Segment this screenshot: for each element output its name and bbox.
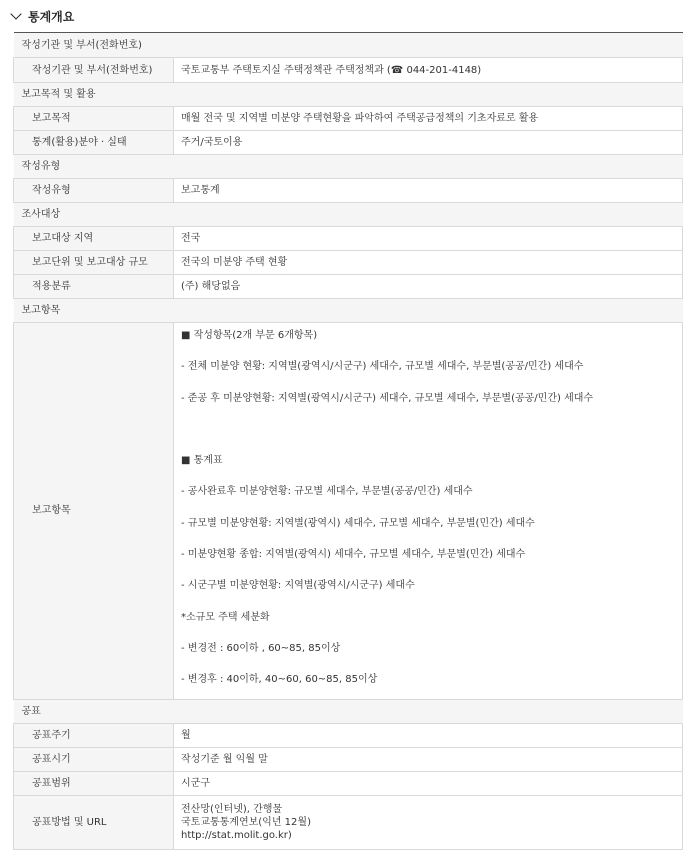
items-line: - 시군구별 미분양현황: 지역별(광역시/시군구) 세대수	[181, 580, 415, 592]
scope-value: 시군구	[174, 771, 683, 795]
method-line: http://stat.molit.go.kr)	[181, 829, 292, 841]
method-label: 공표방법 및 URL	[14, 795, 174, 849]
region-label: 보고대상 지역	[14, 227, 174, 251]
method-line: 전산망(인터넷), 간행물	[181, 803, 283, 815]
org-section: 작성기관 및 부서(전화번호)	[14, 33, 683, 58]
cycle-value: 월	[174, 723, 683, 747]
items-line: - 전체 미분양 현황: 지역별(광역시/시군구) 세대수, 규모별 세대수, 부문별(공공/민간) 세대수	[181, 361, 584, 373]
time-label: 공표시기	[14, 747, 174, 771]
method-line: 국토교통통계연보(익년 12월)	[181, 816, 311, 828]
items-section: 보고항목	[14, 299, 683, 323]
pub-section: 공표	[14, 699, 683, 723]
items-line: - 미분양현황 종합: 지역별(광역시) 세대수, 규모별 세대수, 부문별(민간) 세대수	[181, 549, 526, 561]
field-label: 통계(활용)분야 · 실태	[14, 131, 174, 155]
items-line: - 준공 후 미분양현황: 지역별(광역시/시군구) 세대수, 규모별 세대수, 부문별(공공/민간) 세대수	[181, 392, 594, 404]
items-line: ■ 작성항목(2개 부문 6개항목)	[181, 330, 318, 341]
target-section: 조사대상	[14, 203, 683, 227]
items-value	[174, 323, 683, 700]
field-value: 주거/국토이용	[174, 131, 683, 155]
items-line	[181, 417, 682, 448]
type-label: 작성유형	[14, 179, 174, 203]
unit-label: 보고단위 및 보고대상 규모	[14, 251, 174, 275]
items-label: 보고항목	[14, 323, 174, 700]
type-section: 작성유형	[14, 155, 683, 179]
unit-value: 전국의 미분양 주택 현황	[174, 251, 683, 275]
scope-label: 공표범위	[14, 771, 174, 795]
class-value: (주) 해당없음	[174, 275, 683, 299]
section-title: 통계개요	[28, 9, 75, 24]
org-value: 국토교통부 주택토지실 주택정책관 주택정책과 (☎ 044-201-4148)	[174, 58, 683, 83]
section-header[interactable]	[0, 0, 690, 32]
purpose-value: 매월 전국 및 지역별 미분양 주택현황을 파악하여 주택공급정책의 기초자료로 활용	[174, 107, 683, 131]
org-label: 작성기관 및 부서(전화번호)	[14, 58, 174, 83]
overview-table	[13, 32, 683, 850]
time-value: 작성기준 월 익월 말	[174, 747, 683, 771]
purpose-section: 보고목적 및 활용	[14, 83, 683, 107]
items-line: - 규모별 미분양현황: 지역별(광역시) 세대수, 규모별 세대수, 부문별(민간) 세대수	[181, 517, 535, 529]
items-line: ■ 통계표	[181, 455, 223, 467]
method-value	[174, 795, 683, 849]
class-label: 적용분류	[14, 275, 174, 299]
items-line: - 공사완료후 미분양현황: 규모별 세대수, 부문별(공공/민간) 세대수	[181, 486, 473, 498]
chevron-down-icon[interactable]	[10, 8, 21, 19]
items-line: - 변경전 : 60이하 , 60~85, 85이상	[181, 642, 341, 654]
type-value: 보고통계	[174, 179, 683, 203]
cycle-label: 공표주기	[14, 723, 174, 747]
items-line: - 변경후 : 40이하, 40~60, 60~85, 85이상	[181, 674, 378, 686]
items-line: *소규모 주택 세분화	[181, 611, 270, 623]
purpose-label: 보고목적	[14, 107, 174, 131]
region-value: 전국	[174, 227, 683, 251]
